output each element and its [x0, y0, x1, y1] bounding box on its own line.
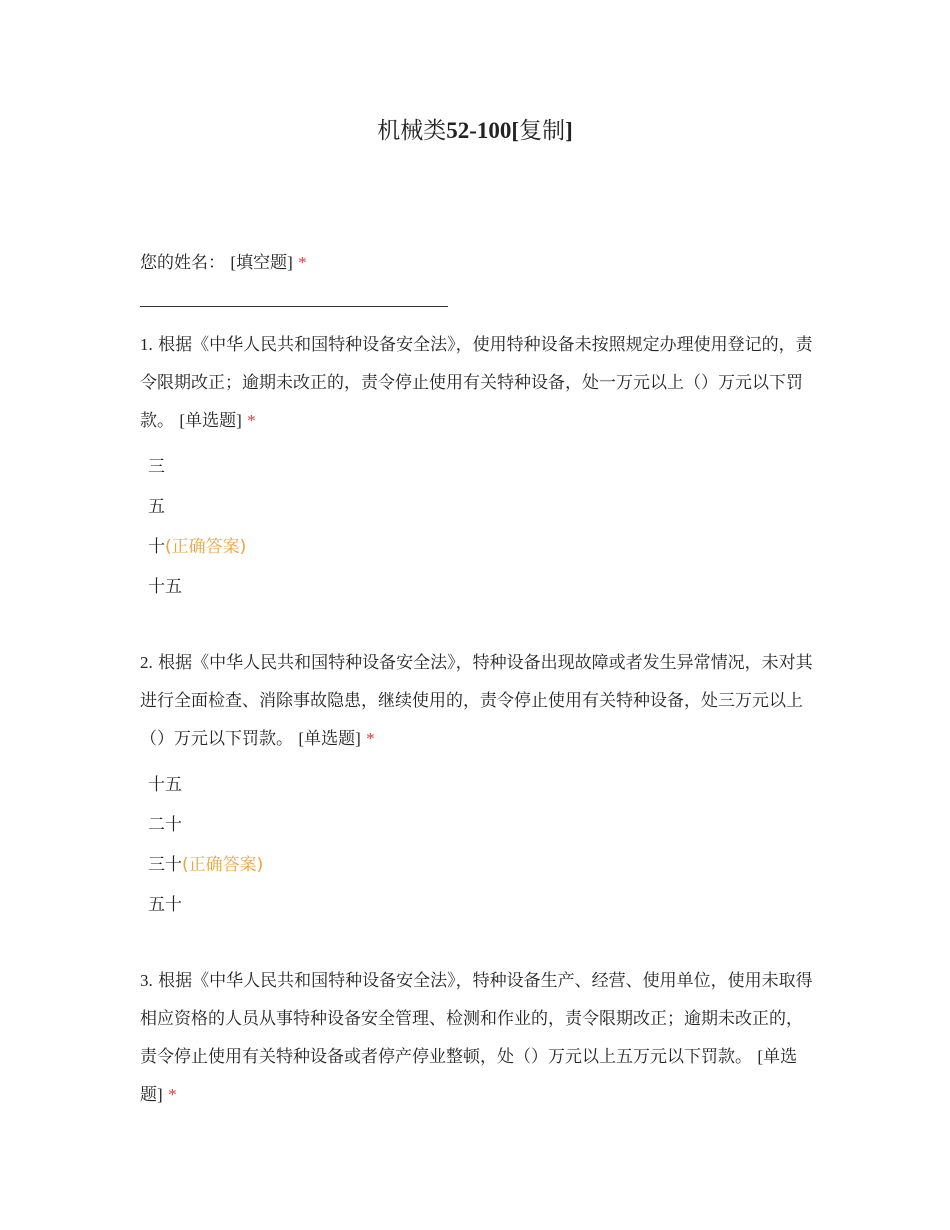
- option-label: 五十: [148, 895, 182, 915]
- required-mark: *: [247, 411, 256, 430]
- title-code: 52-100: [446, 118, 512, 143]
- question-text: 根据《中华人民共和国特种设备安全法》，使用特种设备未按照规定办理使用登记的，责令限期改正；逾期未改正的，责令停止使用有关特种设备，处一万元以上（）万元以下罚款。: [140, 335, 813, 431]
- name-question: [140, 244, 815, 282]
- question-text: 根据《中华人民共和国特种设备安全法》，特种设备出现故障或者发生异常情况，未对其进行全面检查、消除事故隐患，继续使用的，责令停止使用有关特种设备，处三万元以上（）万元以下罚款。: [140, 653, 813, 749]
- correct-answer-label: (正确答案): [165, 537, 247, 557]
- page-title: [0, 112, 950, 145]
- option[interactable]: [148, 885, 263, 925]
- option-label: 二十: [148, 815, 182, 835]
- option-label: 十五: [148, 775, 182, 795]
- question-type-tag: [填空题]: [230, 253, 293, 272]
- question-type-tag: [单选题]: [298, 729, 361, 748]
- title-bracket-close: ]: [565, 118, 573, 143]
- title-bracket-open: [: [511, 118, 520, 143]
- option-label: 三: [148, 457, 165, 477]
- question-number: 1.: [140, 335, 153, 354]
- option-label: 十五: [148, 577, 182, 597]
- question-type-tag: [单选题]: [179, 411, 242, 430]
- question-2: [140, 644, 815, 758]
- required-mark: *: [366, 729, 375, 748]
- required-mark: *: [168, 1085, 177, 1104]
- question-number: 3.: [140, 971, 153, 990]
- question-type-tag: [单选题]: [140, 1047, 798, 1104]
- option-label: 三十: [148, 855, 182, 875]
- question-1: [140, 326, 815, 440]
- name-label: 您的姓名：: [140, 253, 225, 273]
- option[interactable]: [148, 805, 263, 845]
- question-number: 2.: [140, 653, 153, 672]
- question-3: [140, 962, 815, 1114]
- option-label: 五: [148, 497, 165, 517]
- required-mark: *: [298, 253, 307, 272]
- question-2-options: [148, 765, 263, 925]
- option[interactable]: [148, 447, 246, 487]
- name-input-line[interactable]: [140, 306, 448, 307]
- option-label: 十: [148, 537, 165, 557]
- option[interactable]: [148, 487, 246, 527]
- question-1-options: [148, 447, 246, 607]
- correct-answer-label: (正确答案): [182, 855, 264, 875]
- title-main: 机械类: [377, 118, 447, 143]
- option[interactable]: [148, 527, 246, 567]
- option[interactable]: [148, 567, 246, 607]
- option[interactable]: [148, 765, 263, 805]
- option[interactable]: [148, 845, 263, 885]
- title-suffix: 复制: [519, 118, 566, 143]
- question-text: 根据《中华人民共和国特种设备安全法》，特种设备生产、经营、使用单位，使用未取得相应资格的人员从事特种设备安全管理、检测和作业的，责令限期改正；逾期未改正的，责令停止使用有关特种设备或者停产停业整顿，处（）万元以上五万元以下罚款。: [140, 971, 813, 1067]
